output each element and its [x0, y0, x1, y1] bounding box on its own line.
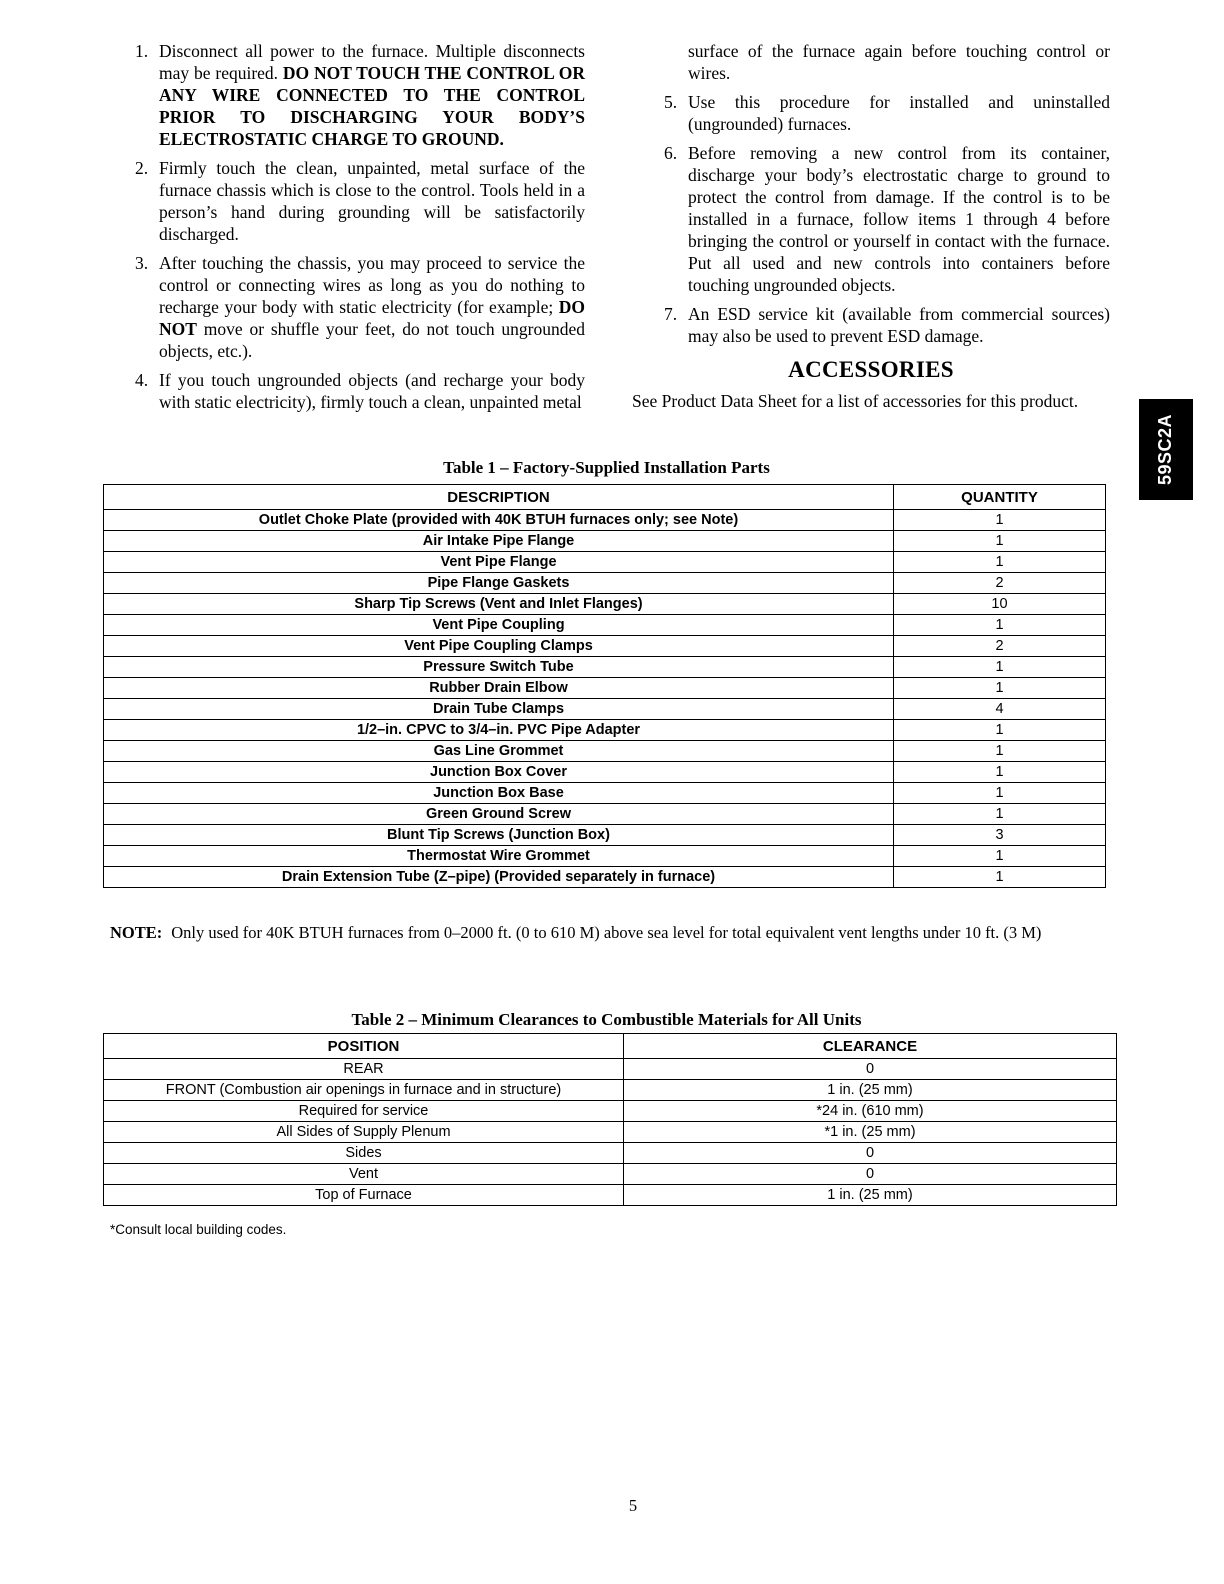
page-number: 5 — [628, 1496, 638, 1515]
cell-quantity: 1 — [894, 741, 1106, 762]
cell-description: Junction Box Cover — [104, 762, 894, 783]
table-row — [104, 510, 1106, 531]
left-column — [103, 40, 585, 420]
note-label: NOTE: — [110, 922, 163, 942]
cell-quantity: 1 — [894, 510, 1106, 531]
cell-quantity: 2 — [894, 573, 1106, 594]
item-text: Use this procedure for installed and uninstalled (ungrounded) furnaces. — [688, 92, 1110, 134]
item-number: 5. — [664, 92, 678, 112]
item-number: 7. — [664, 304, 678, 324]
table2-caption: Table 2 – Minimum Clearances to Combustible Materials for All Units — [351, 1010, 862, 1029]
note-text: Only used for 40K BTUH furnaces from 0–2000 ft. (0 to 610 M) above sea level for total equivalent vent lengths under 10 ft. (3 M) — [171, 922, 1042, 942]
cell-quantity: 1 — [894, 846, 1106, 867]
numbered-item-2 — [103, 157, 585, 245]
cell-quantity: 4 — [894, 699, 1106, 720]
cell-quantity: 2 — [894, 636, 1106, 657]
cell-clearance: *1 in. (25 mm) — [624, 1122, 1117, 1143]
cell-quantity: 1 — [894, 804, 1106, 825]
item-text: After touching the chassis, you may proceed to service the control or connecting wires as long as you do nothing to recharge your body with static electricity (for example; DO NOT move or shuffle your feet, do not touch ungrounded objects, etc.). — [159, 253, 585, 361]
right-column — [632, 40, 1110, 420]
model-number-tab — [1139, 399, 1193, 500]
table-row — [104, 531, 1106, 552]
cell-quantity: 1 — [894, 783, 1106, 804]
cell-position: REAR — [104, 1059, 624, 1080]
numbered-item-6 — [632, 142, 1110, 296]
cell-description: Outlet Choke Plate (provided with 40K BTUH furnaces only; see Note) — [104, 510, 894, 531]
item-text: An ESD service kit (available from commercial sources) may also be used to prevent ESD damage. — [688, 304, 1110, 346]
table-row — [104, 573, 1106, 594]
cell-description: Vent Pipe Coupling — [104, 615, 894, 636]
table1-note — [110, 922, 1120, 943]
cell-quantity: 1 — [894, 615, 1106, 636]
table-row — [104, 783, 1106, 804]
model-number-tab-label: 59SC2A — [1155, 413, 1176, 486]
numbered-item-1 — [103, 40, 585, 150]
item-number: 6. — [664, 143, 678, 163]
cell-quantity: 1 — [894, 657, 1106, 678]
cell-description: Junction Box Base — [104, 783, 894, 804]
cell-quantity: 10 — [894, 594, 1106, 615]
cell-description: Thermostat Wire Grommet — [104, 846, 894, 867]
cell-clearance: 0 — [624, 1164, 1117, 1185]
accessories-heading: ACCESSORIES — [788, 357, 954, 382]
cell-quantity: 1 — [894, 762, 1106, 783]
table2-header-position: POSITION — [104, 1034, 624, 1059]
table-row — [104, 825, 1106, 846]
table-row — [104, 1143, 1117, 1164]
numbered-item-3 — [103, 252, 585, 362]
cell-position: Sides — [104, 1143, 624, 1164]
table1-header-row — [104, 485, 1106, 510]
table1-caption: Table 1 – Factory-Supplied Installation Parts — [443, 458, 770, 477]
cell-position: FRONT (Combustion air openings in furnace and in structure) — [104, 1080, 624, 1101]
item-text: Firmly touch the clean, unpainted, metal surface of the furnace chassis which is close to the control. Tools held in a person’s hand during grounding will be satisfactorily discharged. — [159, 158, 585, 244]
table-row — [104, 804, 1106, 825]
table-row — [104, 846, 1106, 867]
table2-header-row — [104, 1034, 1117, 1059]
item-number: 4. — [135, 370, 149, 390]
cell-description: Drain Tube Clamps — [104, 699, 894, 720]
cell-description: Vent Pipe Coupling Clamps — [104, 636, 894, 657]
accessories-body-text: See Product Data Sheet for a list of accessories for this product. — [632, 391, 1079, 411]
cell-position: Required for service — [104, 1101, 624, 1122]
esd-procedure-columns — [103, 40, 1110, 420]
table1-header-quantity: QUANTITY — [894, 485, 1106, 510]
cell-quantity: 3 — [894, 825, 1106, 846]
table-row — [104, 636, 1106, 657]
table-row — [104, 1080, 1117, 1101]
item4-continuation-text: surface of the furnace again before touching control or wires. — [688, 41, 1110, 83]
table-row — [104, 762, 1106, 783]
item-number: 1. — [135, 41, 149, 61]
item-number: 2. — [135, 158, 149, 178]
numbered-item-7 — [632, 303, 1110, 347]
table2-minimum-clearances — [103, 1033, 1117, 1206]
item-text: Before removing a new control from its container, discharge your body’s electrostatic charge to ground to protect the control from damage. If the control is to be installed in a furnace, follow items 1 through 4 before bringing the control or yourself in contact with the furnace. Put all used and new controls into containers before touching ungrounded objects. — [688, 143, 1110, 295]
table-row — [104, 552, 1106, 573]
cell-quantity: 1 — [894, 678, 1106, 699]
table-row — [104, 678, 1106, 699]
cell-description: Rubber Drain Elbow — [104, 678, 894, 699]
cell-description: Drain Extension Tube (Z–pipe) (Provided separately in furnace) — [104, 867, 894, 888]
table2-header-clearance: CLEARANCE — [624, 1034, 1117, 1059]
cell-clearance: *24 in. (610 mm) — [624, 1101, 1117, 1122]
numbered-item-4 — [103, 369, 585, 413]
item-text: Disconnect all power to the furnace. Multiple disconnects may be required. DO NOT TOUCH THE CONTROL OR ANY WIRE CONNECTED TO THE CONTROL PRIOR TO DISCHARGING YOUR BODY’S ELECTROSTATIC CHARGE TO GROUND. — [159, 41, 585, 149]
cell-clearance: 0 — [624, 1059, 1117, 1080]
table-row — [104, 1164, 1117, 1185]
cell-quantity: 1 — [894, 720, 1106, 741]
cell-description: Blunt Tip Screws (Junction Box) — [104, 825, 894, 846]
cell-quantity: 1 — [894, 867, 1106, 888]
cell-clearance: 1 in. (25 mm) — [624, 1080, 1117, 1101]
table-row — [104, 594, 1106, 615]
cell-position: Vent — [104, 1164, 624, 1185]
table-row — [104, 867, 1106, 888]
cell-quantity: 1 — [894, 552, 1106, 573]
item-text: If you touch ungrounded objects (and recharge your body with static electricity), firmly touch a clean, unpainted metal — [159, 370, 585, 412]
cell-position: Top of Furnace — [104, 1185, 624, 1206]
table-row — [104, 741, 1106, 762]
table1-header-description: DESCRIPTION — [104, 485, 894, 510]
table-row — [104, 1122, 1117, 1143]
cell-description: Pressure Switch Tube — [104, 657, 894, 678]
table-row — [104, 699, 1106, 720]
right-column-list — [632, 91, 1110, 347]
cell-clearance: 1 in. (25 mm) — [624, 1185, 1117, 1206]
table1-factory-supplied-parts — [103, 484, 1106, 888]
cell-clearance: 0 — [624, 1143, 1117, 1164]
item-number: 3. — [135, 253, 149, 273]
cell-description: 1/2–in. CPVC to 3/4–in. PVC Pipe Adapter — [104, 720, 894, 741]
table-row — [104, 1059, 1117, 1080]
cell-description: Vent Pipe Flange — [104, 552, 894, 573]
table-row — [104, 1101, 1117, 1122]
cell-description: Sharp Tip Screws (Vent and Inlet Flanges) — [104, 594, 894, 615]
cell-description: Pipe Flange Gaskets — [104, 573, 894, 594]
table-row — [104, 657, 1106, 678]
numbered-item-5 — [632, 91, 1110, 135]
cell-description: Green Ground Screw — [104, 804, 894, 825]
table-row — [104, 615, 1106, 636]
table2-footnote: *Consult local building codes. — [110, 1221, 287, 1237]
cell-description: Air Intake Pipe Flange — [104, 531, 894, 552]
cell-position: All Sides of Supply Plenum — [104, 1122, 624, 1143]
cell-description: Gas Line Grommet — [104, 741, 894, 762]
table-row — [104, 1185, 1117, 1206]
table-row — [104, 720, 1106, 741]
cell-quantity: 1 — [894, 531, 1106, 552]
